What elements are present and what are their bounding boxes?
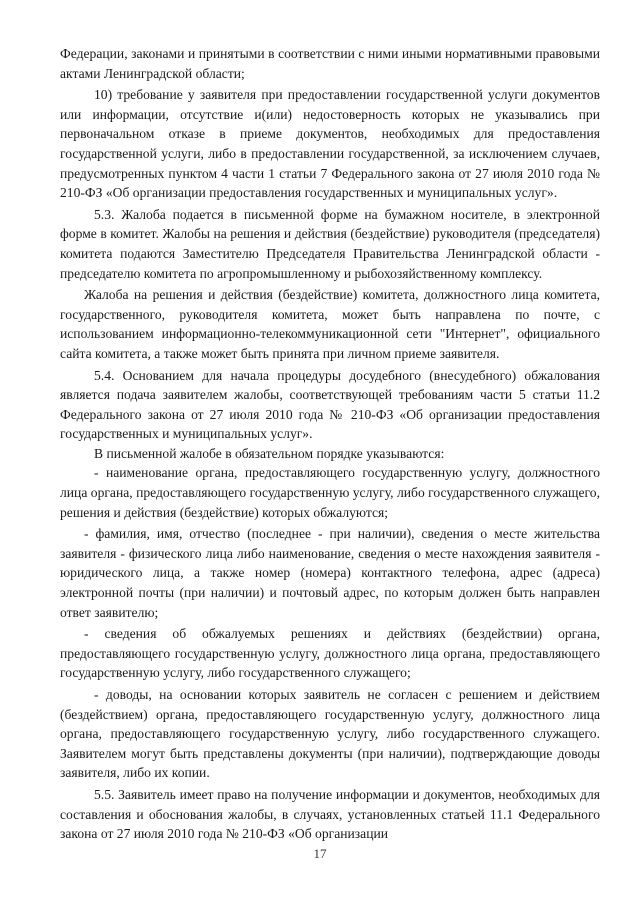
page-number: 17 [313, 846, 327, 861]
list-item-arguments: - доводы, на основании которых заявитель не согласен с решением и действием (бездействием) органа, предоставляющего государственную услугу, должностного лица органа, предоставляющего государственную услугу, либо государственного служащего. Заявителем могут быть представлены документы (при наличии), подтверждающие доводы заявителя, либо их копии. [60, 687, 600, 781]
list-item-applicant-details: - фамилия, имя, отчество (последнее - при наличии), сведения о месте жительства заявителя - физического лица либо наименование, сведения о месте нахождения заявителя - юридического лица, а также номер (номера) контактного телефона, адрес (адреса) электронной почты (при наличии) и почтовый адрес, по которым должен быть направлен ответ заявителю; [60, 526, 600, 620]
paragraph-5-4: 5.4. Основанием для начала процедуры досудебного (внесудебного) обжалования является подача заявителем жалобы, соответствующей требованиям части 5 статьи 11.2 Федерального закона от 27 июля 2010 года № 210-ФЗ «Об организации предоставления государственных и муниципальных услуг». [60, 367, 600, 442]
list-item-appealed-decisions: - сведения об обжалуемых решениях и действиях (бездействии) органа, предоставляющего государственную услугу, должностного лица органа, предоставляющего государственную услугу, либо государственного служащего; [60, 626, 600, 681]
paragraph-complaint-channels: Жалоба на решения и действия (бездействие) комитета, должностного лица комитета, государственного, руководителя комитета, может быть направлена по почте, с использованием информационно-телекоммуникационной сети "Интернет", официального сайта комитета, а также может быть принята при личном приеме заявителя. [60, 287, 600, 361]
document-body [60, 44, 600, 844]
paragraph-continuation: Федерации, законами и принятыми в соответствии с ними иными нормативными правовыми актами Ленинградской области; [60, 46, 600, 81]
paragraph-5-3: 5.3. Жалоба подается в письменной форме на бумажном носителе, в электронной форме в комитет. Жалобы на решения и действия (бездействие) руководителя (председателя) комитета подаются Заместителю Председателя Правительства Ленинградской области - председателю комитета по агропромышленному и рыбохозяйственному комплексу. [60, 206, 600, 281]
paragraph-required-fields-intro: В письменной жалобе в обязательном порядке указываются: [94, 445, 445, 461]
paragraph-5-5: 5.5. Заявитель имеет право на получение информации и документов, необходимых для составления и обоснования жалобы, в случаях, установленных статьей 11.1 Федерального закона от 27 июля 2010 года № 210-ФЗ «Об организации [60, 786, 600, 842]
paragraph-item-10: 10) требование у заявителя при предоставлении государственной услуги документов или информации, отсутствие и(или) недостоверность которых не указывались при первоначальном отказе в приеме документов, необходимых для предоставления государственной услуги, либо в предоставлении государственной, за исключением случаев, предусмотренных пунктом 4 части 1 статьи 7 Федерального закона от 27 июля 2010 года № 210-ФЗ «Об организации предоставления государственных и муниципальных услуг». [60, 87, 600, 201]
list-item-organ-name: - наименование органа, предоставляющего государственную услугу, должностного лица органа, предоставляющего государственную услугу, либо государственного служащего, решения и действия (бездействие) которых обжалуются; [60, 465, 600, 520]
